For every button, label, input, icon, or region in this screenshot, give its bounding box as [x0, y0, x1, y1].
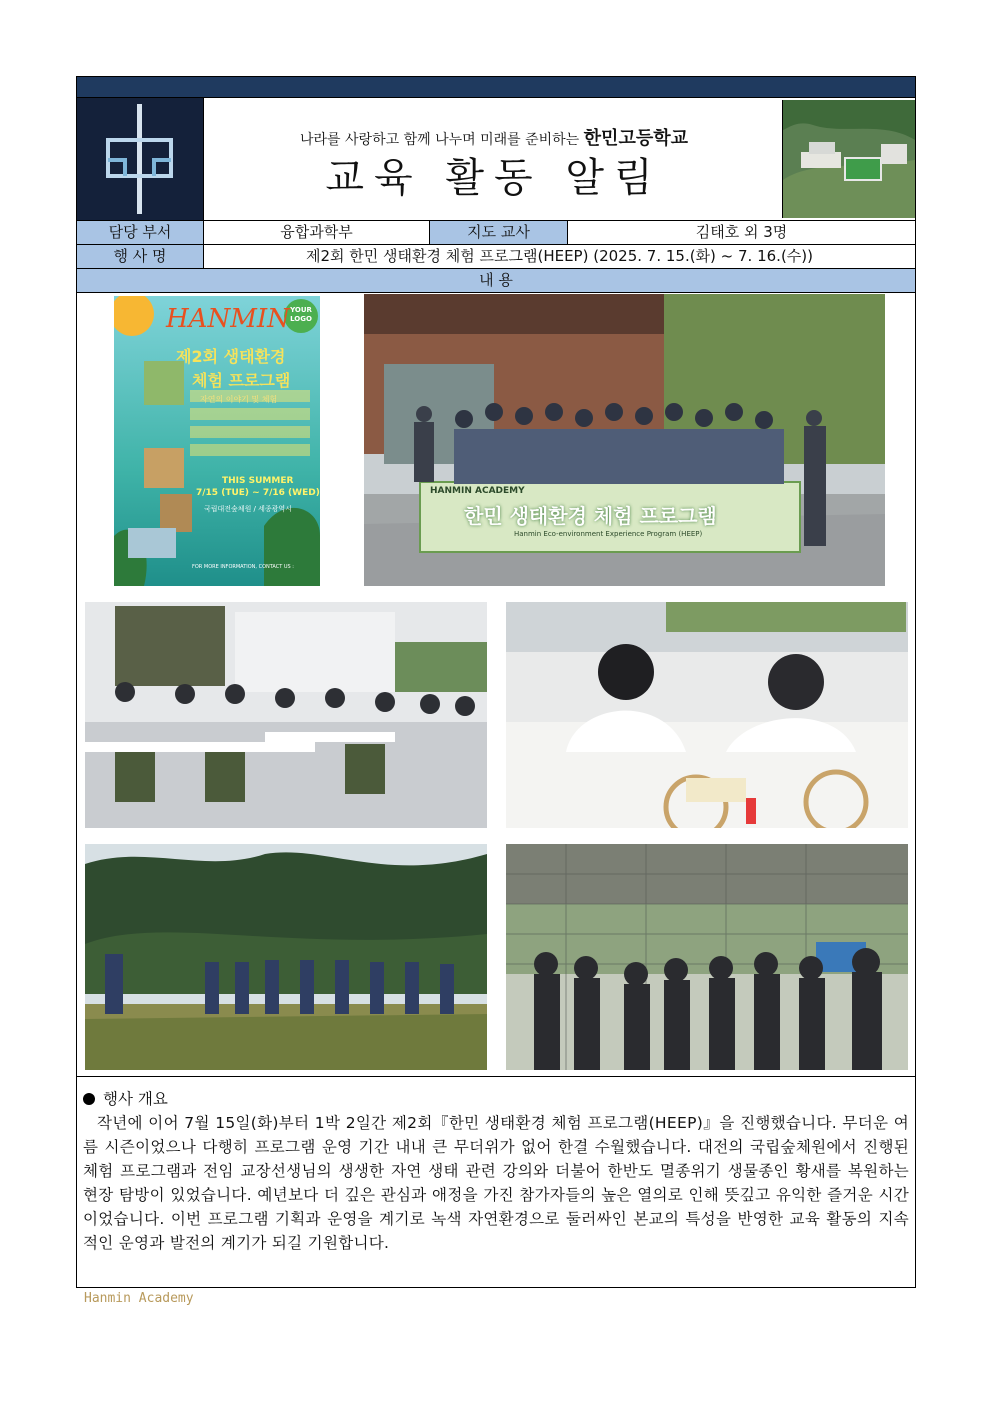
poster-venue: 국립대전숲체원 / 세종광역시: [204, 505, 292, 513]
stork-site-photo: [506, 844, 908, 1070]
group-photo: [364, 294, 885, 586]
poster-subtitle: 자연의 이야기 및 체험: [200, 395, 278, 404]
poster-logo-text: YOUR LOGO: [290, 306, 312, 323]
dept-label: 담당 부서: [77, 221, 204, 244]
teacher-label: 지도 교사: [430, 221, 568, 244]
poster-season: THIS SUMMER: [222, 476, 294, 486]
banner-subtitle: Hanmin Eco-environment Experience Program (HEEP): [514, 530, 703, 538]
poster-contact: FOR MORE INFORMATION, CONTACT US :: [192, 564, 294, 570]
header-top-bar: [77, 77, 915, 98]
craft-activity-photo: [506, 602, 908, 828]
content-label: 내 용: [77, 269, 915, 292]
summary-heading-row: [83, 1087, 909, 1111]
poster-title-line2: 체험 프로그램: [192, 371, 291, 390]
bullet-icon: [83, 1093, 95, 1105]
program-poster: [114, 296, 320, 586]
summary-heading: 행사 개요: [103, 1090, 168, 1108]
poster-title-line1: 제2회 생태환경: [176, 347, 286, 366]
dept-row: [77, 221, 915, 245]
poster-dates: 7/15 (TUE) ~ 7/16 (WED): [196, 488, 320, 498]
banner-academy: HANMIN ACADEMY: [430, 486, 525, 496]
forest-photo: [85, 844, 487, 1070]
school-name: 한민고등학교: [583, 128, 688, 149]
slogan-text: 나라를 사랑하고 함께 나누며 미래를 준비하는: [300, 132, 580, 148]
school-logo: [77, 98, 204, 220]
header: [77, 98, 915, 221]
event-label: 행 사 명: [77, 245, 204, 268]
page-title: 교육 활동 알림: [325, 155, 663, 201]
event-summary: [77, 1076, 915, 1287]
campus-aerial-photo: [782, 100, 915, 218]
event-row: [77, 245, 915, 269]
banner-title: 한민 생태환경 체험 프로그램: [464, 504, 717, 528]
summary-body: 작년에 이어 7월 15일(화)부터 1박 2일간 제2회『한민 생태환경 체험 프로그램(HEEP)』을 진행했습니다. 무더운 여름 시즌이었으나 다행히 프로그램 운영 기간 내내 큰 무더위가 없어 한결 수월했습니다. 대전의 국립숲체원에서 진행된 체험 프로그램과 전임 교장선생님의 생생한 자연 생태 관련 강의와 더불어 한반도 멸종위기 생물종인 황새를 복원하는 현장 탐방이 있었습니다. 예년보다 더 깊은 관심과 애정을 가진 참가자들의 높은 열의로 인해 뜻깊고 유익한 즐거운 시간이었습니다. 이번 프로그램 기획과 운영을 계기로 녹색 자연환경으로 둘러싸인 본교의 특성을 반영한 교육 활동의 지속적인 운영과 발전의 계기가 되길 기원합니다.: [83, 1114, 909, 1252]
dept-value: 융합과학부: [204, 221, 430, 244]
footer-text: Hanmin Academy: [84, 1291, 194, 1306]
photo-gallery: [77, 291, 915, 1076]
notice-frame: [76, 76, 916, 1288]
teacher-value: 김태호 외 3명: [695, 223, 788, 241]
content-row: [77, 269, 915, 293]
event-value: 제2회 한민 생태환경 체험 프로그램(HEEP) (2025. 7. 15.(화) ~ 7. 16.(수)): [305, 247, 813, 265]
lecture-photo: [85, 602, 487, 828]
poster-brand: HANMIN: [166, 304, 290, 334]
